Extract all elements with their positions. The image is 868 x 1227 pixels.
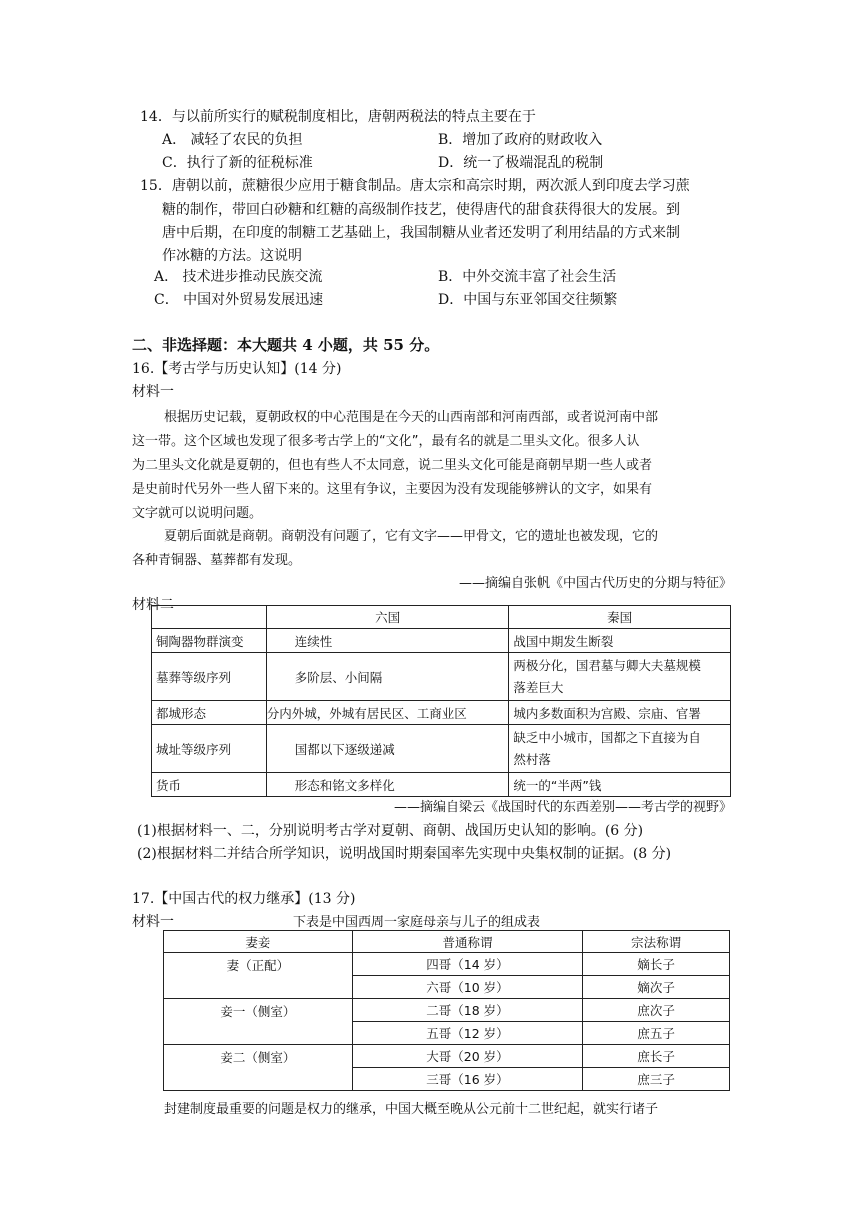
q16-m1-source: ——摘编自张帆《中国古代历史的分期与特征》	[458, 576, 732, 591]
table-header-qin: 秦国	[509, 606, 731, 629]
q15-option-a[interactable]: A． 技术进步推动民族交流	[154, 269, 323, 285]
q14-stem: 14．与以前所实行的赋税制度相比，唐朝两税法的特点主要在于	[140, 109, 536, 125]
q16-m2-source: ——摘编自梁云《战国时代的东西差别——考古学的视野》	[393, 800, 732, 815]
row-item: 城址等级序列	[152, 725, 267, 773]
row-clan: 庶五子	[583, 1022, 730, 1045]
row-qin	[509, 653, 731, 701]
q15-stem-line4: 作冰糖的方法。这说明	[162, 248, 302, 264]
q16-comparison-table	[151, 605, 731, 797]
table-row	[164, 1045, 730, 1068]
q16-title: 16.【考古学与历史认知】(14 分)	[132, 361, 342, 377]
table-header-mother: 妻妾	[164, 931, 353, 953]
q16-sub-question-1: (1)根据材料一、二，分别说明考古学对夏朝、商朝、战国历史认知的影响。(6 分)	[137, 823, 644, 839]
row-six: 连续性	[266, 629, 509, 653]
row-six: 国都以下逐级递减	[266, 725, 509, 773]
row-qin-line2: 然村落	[513, 751, 551, 767]
q17-material1-label: 材料一	[132, 914, 174, 930]
row-six: 多阶层、小间隔	[266, 653, 509, 701]
q17-table-caption: 下表是中国西周一家庭母亲与儿子的组成表	[293, 915, 541, 930]
q16-m1-p1-l5: 文字就可以说明问题。	[132, 506, 263, 521]
row-clan: 嫡长子	[583, 953, 730, 976]
table-row	[164, 953, 730, 976]
table-header-clan-title: 宗法称谓	[583, 931, 730, 953]
row-common: 五哥（12 岁）	[352, 1022, 583, 1045]
row-item: 墓葬等级序列	[152, 653, 267, 701]
q14-option-d[interactable]: D．统一了极端混乱的税制	[438, 155, 604, 171]
row-mother: 妻（正配）	[164, 953, 353, 999]
table-header-six-states: 六国	[266, 606, 509, 629]
row-clan: 庶次子	[583, 999, 730, 1022]
row-clan: 嫡次子	[583, 976, 730, 999]
row-common: 六哥（10 岁）	[352, 976, 583, 999]
section-heading: 二、非选择题：本大题共 4 小题，共 55 分。	[132, 336, 440, 354]
row-clan: 庶三子	[583, 1068, 730, 1091]
row-common: 三哥（16 岁）	[352, 1068, 583, 1091]
row-item: 都城形态	[152, 701, 267, 725]
table-row	[152, 725, 731, 773]
q14-option-c[interactable]: C．执行了新的征税标准	[162, 155, 313, 171]
row-qin-line1: 缺乏中小城市，国都之下直接为自	[513, 729, 701, 745]
row-common: 四哥（14 岁）	[352, 953, 583, 976]
q17-title: 17.【中国古代的权力继承】(13 分)	[132, 891, 356, 907]
row-mother: 妾二（侧室）	[164, 1045, 353, 1091]
q16-m1-p1-l1: 根据历史记载，夏朝政权的中心范围是在今天的山西南部和河南西部，或者说河南中部	[164, 410, 659, 425]
q15-stem-line2: 糖的制作，带回白砂糖和红糖的高级制作技艺，使得唐代的甜食获得很大的发展。到	[162, 202, 680, 218]
table-row	[152, 629, 731, 653]
row-item: 铜陶器物群演变	[152, 629, 267, 653]
table-row	[152, 773, 731, 797]
q15-option-c[interactable]: C． 中国对外贸易发展迅速	[154, 292, 324, 308]
q16-m1-p1-l3: 为二里头文化就是夏朝的，但也有些人不太同意，说二里头文化可能是商朝早期一些人或者	[132, 458, 653, 473]
row-mother: 妾一（侧室）	[164, 999, 353, 1045]
row-common: 二哥（18 岁）	[352, 999, 583, 1022]
row-item: 货币	[152, 773, 267, 797]
row-common: 大哥（20 岁）	[352, 1045, 583, 1068]
q14-option-b[interactable]: B．增加了政府的财政收入	[438, 132, 603, 148]
row-qin-line1: 两极分化，国君墓与卿大夫墓规模	[513, 657, 701, 673]
row-qin: 城内多数面积为宫殿、宗庙、官署	[509, 701, 731, 725]
q14-option-a[interactable]: A． 减轻了农民的负担	[162, 132, 303, 148]
table-header-item	[152, 606, 267, 629]
q16-sub-question-2: (2)根据材料二并结合所学知识，说明战国时期秦国率先实现中央集权制的证据。(8 分)	[137, 846, 672, 862]
q16-m1-p1-l4: 是史前时代另外一些人留下来的。这里有争议，主要因为没有发现能够辨认的文字，如果有	[132, 482, 653, 497]
q15-option-d[interactable]: D．中国与东亚邻国交往频繁	[438, 292, 618, 308]
table-header-common-title: 普通称谓	[352, 931, 583, 953]
q16-material2-label: 材料二	[132, 597, 174, 613]
q15-stem-line1: 15．唐朝以前，蔗糖很少应用于糖食制品。唐太宗和高宗时期，两次派人到印度去学习蔗	[140, 178, 690, 194]
q16-m1-p2-l1: 夏朝后面就是商朝。商朝没有问题了，它有文字——甲骨文，它的遗址也被发现，它的	[164, 529, 659, 544]
q16-m1-p2-l2: 各种青铜器、墓葬都有发现。	[132, 553, 302, 568]
q15-stem-line3: 唐中后期，在印度的制糖工艺基础上，我国制糖从业者还发明了利用结晶的方式来制	[162, 225, 680, 241]
table-row	[152, 701, 731, 725]
row-qin: 统一的“半两”钱	[509, 773, 731, 797]
table-row	[164, 999, 730, 1022]
row-clan: 庶长子	[583, 1045, 730, 1068]
q15-option-b[interactable]: B．中外交流丰富了社会生活	[438, 269, 617, 285]
row-qin	[509, 725, 731, 773]
q17-material1-text: 封建制度最重要的问题是权力的继承，中国大概至晚从公元前十二世纪起，就实行诸子	[164, 1102, 659, 1117]
row-qin-line2: 落差巨大	[513, 679, 564, 695]
row-qin: 战国中期发生断裂	[509, 629, 731, 653]
row-six: 形态和铭文多样化	[266, 773, 509, 797]
q17-family-table	[163, 930, 730, 1091]
row-six: 分内外城，外城有居民区、工商业区	[266, 701, 509, 725]
q16-material1-label: 材料一	[132, 384, 174, 400]
q16-m1-p1-l2: 这一带。这个区域也发现了很多考古学上的“文化”，最有名的就是二里头文化。很多人认	[132, 434, 640, 449]
table-row	[152, 653, 731, 701]
